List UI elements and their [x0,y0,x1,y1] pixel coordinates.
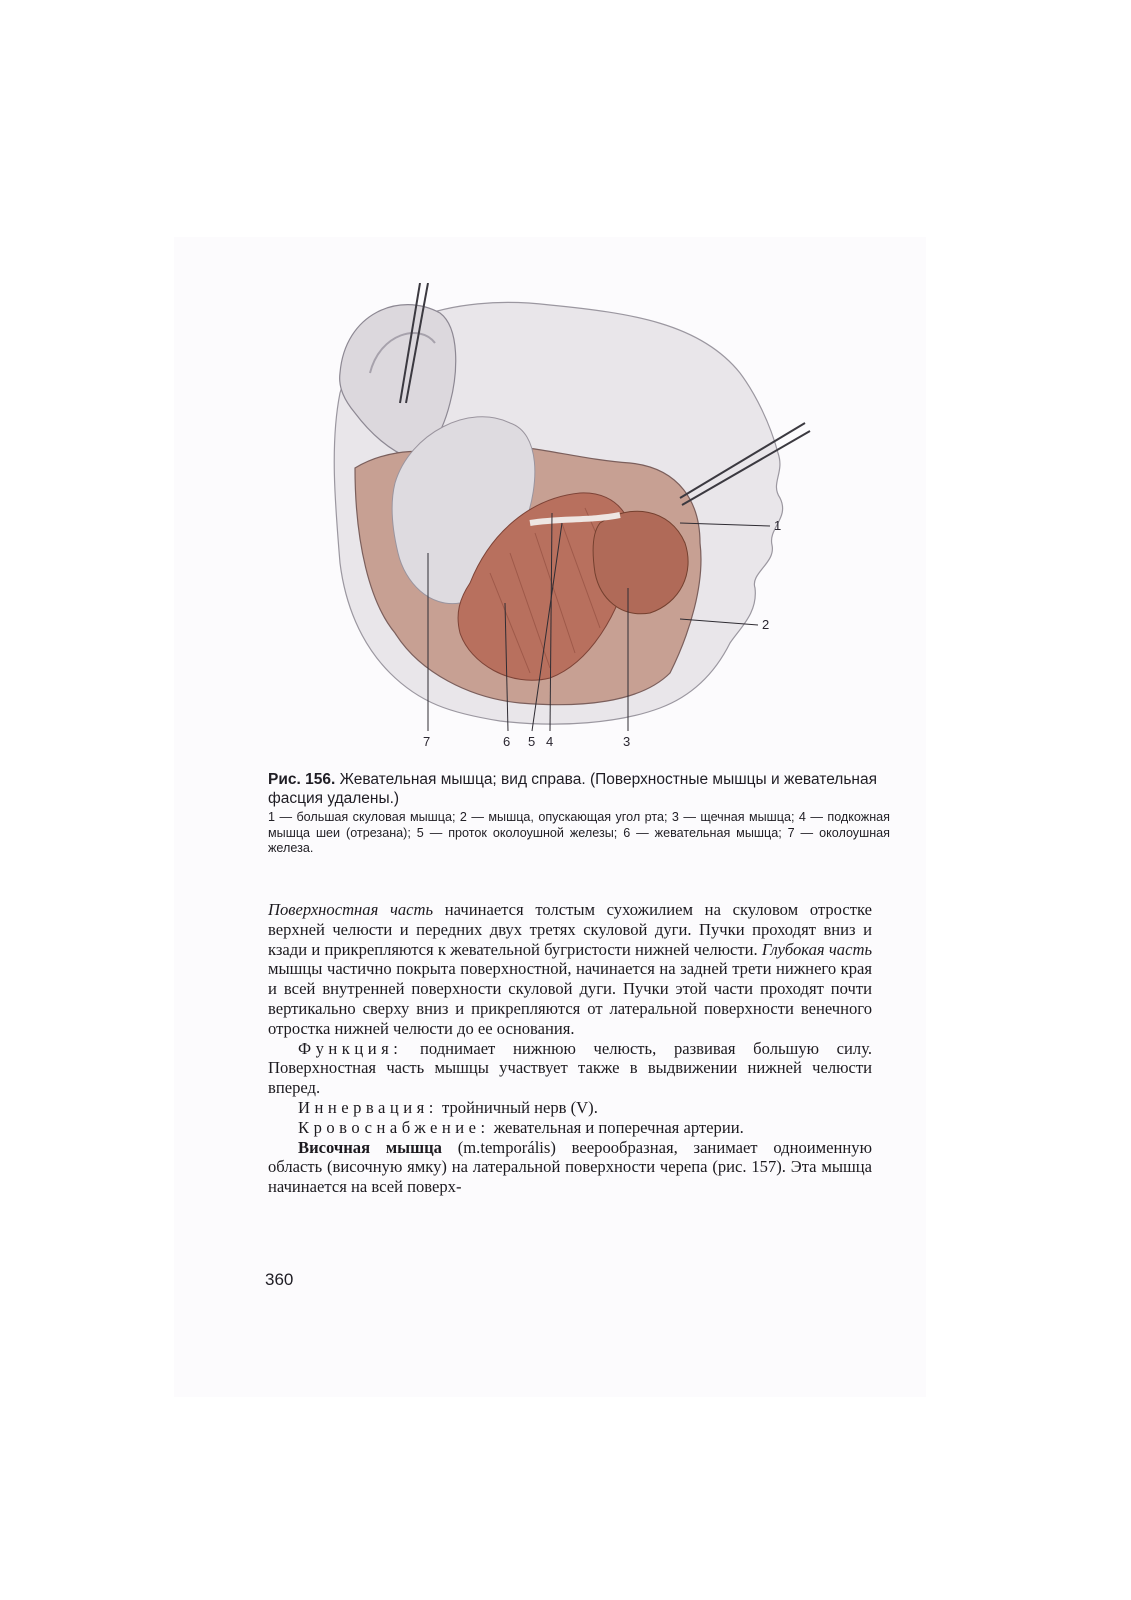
figure-number: Рис. 156. [268,771,336,788]
masseter-illustration [300,283,860,758]
page-number: 360 [265,1270,294,1289]
paragraph-blood-supply: Кровоснабжение: жевательная и поперечная артерии. [298,1117,744,1137]
figure-label-1: 1 [774,518,782,533]
figure-caption-text: Жевательная мышца; вид справа. (Поверхностные мышцы и жевательная фасция удалены.) [268,771,878,807]
body-text [268,900,872,1197]
paragraph-function: Функция: поднимает нижнюю челюсть, развивая большую силу. Поверхностная часть мышцы участвует также в выдвижении нижней челюсти вперед. [268,1038,872,1098]
figure-label-2: 2 [762,617,770,632]
figure-caption [268,770,890,808]
figure-label-6: 6 [503,734,511,749]
anatomy-figure [300,283,860,758]
term-temporalis: Височная мышца [298,1137,442,1157]
figure-label-4: 4 [546,734,554,749]
figure-label-3: 3 [623,734,631,749]
innervation-label: Иннервация: [298,1097,438,1117]
figure-label-7: 7 [423,734,431,749]
figure-legend: 1 — большая скуловая мышца; 2 — мышца, опускающая угол рта; 3 — щечная мышца; 4 — подкожная мышца шеи (отрезана); 5 — проток околоушной железы; 6 — жевательная мышца; 7 — околоушная железа. [268,810,890,855]
term-deep-part: Глубокая часть [761,939,872,959]
function-label: Функция: [298,1038,403,1058]
blood-supply-label: Кровоснабжение: [298,1117,490,1137]
paragraph-innervation: Иннервация: тройничный нерв (V). [298,1097,598,1117]
paragraph-temporalis: Височная мышца (m.temporális) веерообразная, занимает одноименную область (височную ямку) на латеральной поверхности черепа (рис. 157). Эта мышца начинается на всей поверх- [268,1137,872,1197]
figure-label-5: 5 [528,734,536,749]
buccinator-muscle [593,511,688,613]
term-superficial-part: Поверхностная часть [268,900,434,919]
paragraph-1: Поверхностная часть начинается толстым сухожилием на скуловом отростке верхней челюсти и передних двух третях скуловой дуги. Пучки проходят вниз и кзади и прикрепляются к жевательной бугристости нижней челюсти. Глубокая часть мышцы частично покрыта поверхностной, начинается на задней трети нижнего края и всей внутренней поверхности скуловой дуги. Пучки этой части проходят почти вертикально сверху вниз и прикрепляются от латеральной поверхности венечного отростка нижней челюсти до ее основания. [268,900,872,1038]
